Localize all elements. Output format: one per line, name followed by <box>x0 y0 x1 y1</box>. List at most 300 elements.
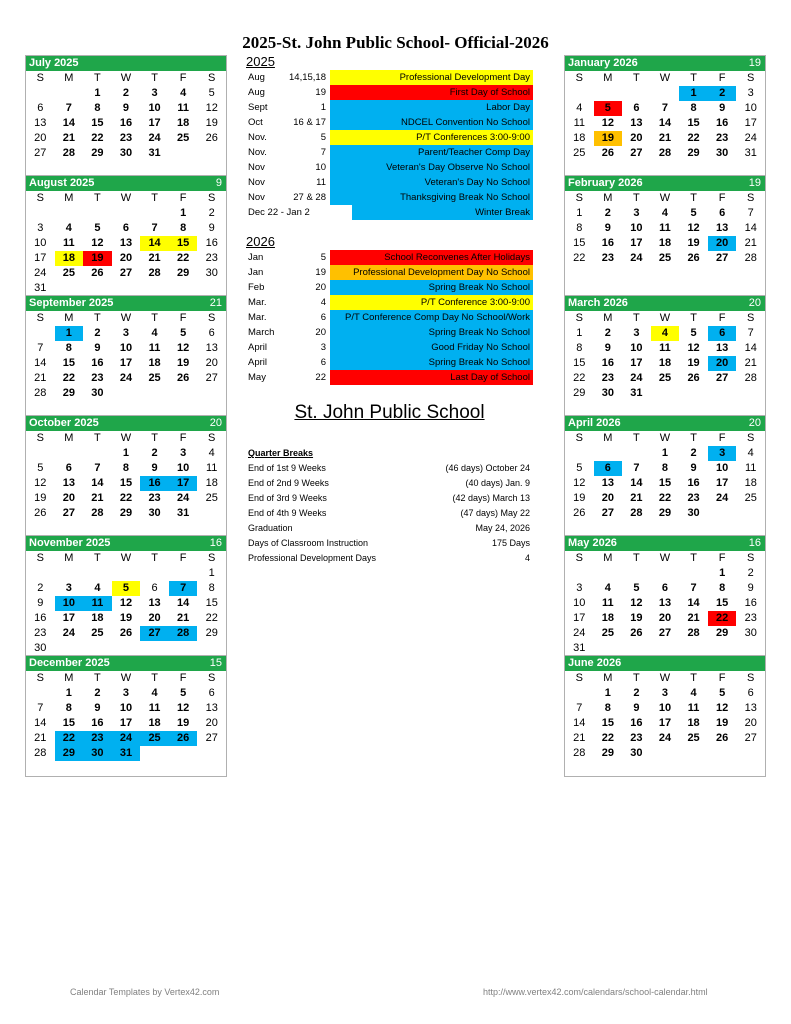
dow: T <box>151 312 158 324</box>
day-cell: 3 <box>122 327 130 339</box>
day-cell <box>26 566 55 581</box>
days-grid <box>26 686 226 776</box>
day-cell <box>708 521 737 536</box>
day-cell: 16 <box>630 717 643 729</box>
day-cell: 24 <box>658 732 672 744</box>
month-name: September 2025 <box>29 297 114 309</box>
day-cell <box>140 761 169 776</box>
dow-row <box>565 551 765 566</box>
day-cell: 14 <box>91 477 104 489</box>
day-cell <box>708 281 737 296</box>
day-cell: 17 <box>744 117 757 129</box>
event-description: Veteran's Day No School <box>330 175 533 190</box>
event-date: 6 <box>320 312 326 323</box>
day-cell: 15 <box>716 597 729 609</box>
days-grid <box>26 446 226 536</box>
day-cell <box>736 386 765 401</box>
day-cell <box>594 266 623 281</box>
day-cell <box>197 641 226 656</box>
day-cell <box>55 161 84 176</box>
event-description: Spring Break No School <box>330 280 533 295</box>
day-cell: 25 <box>658 372 672 384</box>
dow: M <box>64 432 74 444</box>
dow: S <box>208 672 216 684</box>
day-cell <box>708 266 737 281</box>
day-cell <box>169 641 198 656</box>
day-cell: 8 <box>576 222 583 234</box>
dow: T <box>690 672 697 684</box>
day-cell: 26 <box>601 147 614 159</box>
day-cell <box>622 446 651 461</box>
quarter-value: 175 Days <box>491 538 530 548</box>
dow: T <box>633 312 640 324</box>
day-cell: 4 <box>208 447 215 459</box>
day-cell: 18 <box>205 477 218 489</box>
dow: T <box>633 552 640 564</box>
day-cell: 12 <box>630 597 643 609</box>
days-grid <box>26 326 226 416</box>
day-cell <box>651 386 680 401</box>
day-cell: 11 <box>573 117 585 129</box>
day-cell: 25 <box>658 252 672 264</box>
day-cell: 4 <box>180 87 187 99</box>
day-cell <box>565 161 594 176</box>
event-list <box>246 250 533 385</box>
dow: T <box>690 72 697 84</box>
event-row <box>246 370 533 385</box>
event-date: 1 <box>320 102 326 113</box>
day-cell: 4 <box>65 222 72 234</box>
day-cell <box>169 566 198 581</box>
day-cell: 10 <box>119 702 133 714</box>
day-cell: 20 <box>744 717 757 729</box>
day-cell <box>197 146 226 161</box>
day-cell <box>651 761 680 776</box>
day-cell: 3 <box>576 582 583 594</box>
day-cell: 9 <box>604 222 611 234</box>
day-cell: 2 <box>208 207 215 219</box>
day-cell <box>169 146 198 161</box>
day-cell <box>651 266 680 281</box>
dow: S <box>575 192 583 204</box>
day-cell: 30 <box>601 387 614 399</box>
day-cell <box>197 386 226 401</box>
event-date: 22 <box>315 372 326 383</box>
day-cell <box>169 761 198 776</box>
event-description: Thanksgiving Break No School <box>330 190 533 205</box>
day-cell: 11 <box>177 102 189 114</box>
day-cell: 1 <box>122 447 130 459</box>
school-name: St. John Public School <box>294 402 485 423</box>
day-cell: 25 <box>148 372 161 384</box>
day-cell: 20 <box>630 132 643 144</box>
day-cell <box>55 641 84 656</box>
day-cell: 28 <box>169 626 198 641</box>
dow: S <box>575 312 583 324</box>
day-cell: 27 <box>205 732 218 744</box>
dow: S <box>747 432 755 444</box>
days-grid <box>565 326 765 416</box>
dow: T <box>151 672 158 684</box>
dow: M <box>603 192 613 204</box>
event-list <box>246 70 533 220</box>
day-cell: 23 <box>119 132 133 144</box>
day-cell: 2 <box>94 327 101 339</box>
day-cell: 23 <box>34 627 47 639</box>
day-cell: 27 <box>658 627 672 639</box>
day-cell: 5 <box>633 582 640 594</box>
quarter-breaks-heading: Quarter Breaks <box>248 448 314 458</box>
day-cell: 1 <box>55 326 84 341</box>
day-cell <box>197 761 226 776</box>
day-cell: 29 <box>119 507 133 519</box>
day-cell <box>651 746 680 761</box>
day-cell: 18 <box>658 237 672 249</box>
event-row <box>246 70 533 85</box>
day-cell <box>83 521 112 536</box>
school-days-count: 16 <box>748 537 761 549</box>
dow: F <box>718 552 726 564</box>
day-cell <box>83 641 112 656</box>
day-cell: 17 <box>62 612 75 624</box>
month-october-2025 <box>25 415 227 537</box>
year-heading: 2026 <box>246 234 275 249</box>
day-cell: 21 <box>744 237 757 249</box>
event-month: March <box>248 327 275 338</box>
event-month: Nov <box>248 162 265 173</box>
day-cell <box>83 281 112 296</box>
day-cell: 20 <box>148 612 161 624</box>
day-cell: 26 <box>169 731 198 746</box>
day-cell: 24 <box>34 267 47 279</box>
day-cell: 10 <box>55 596 84 611</box>
month-name: January 2026 <box>568 57 638 69</box>
day-cell <box>565 521 594 536</box>
day-cell: 6 <box>208 687 215 699</box>
day-cell <box>651 86 680 101</box>
day-cell: 9 <box>719 102 726 114</box>
day-cell: 20 <box>601 492 614 504</box>
event-description: Parent/Teacher Comp Day <box>330 145 533 160</box>
day-cell: 23 <box>687 492 700 504</box>
day-cell: 15 <box>601 717 614 729</box>
dow: W <box>120 672 132 684</box>
event-date: 14,15,18 <box>289 72 326 83</box>
school-days-count: 21 <box>209 297 222 309</box>
day-cell: 7 <box>747 327 754 339</box>
day-cell: 4 <box>151 687 158 699</box>
day-cell: 23 <box>91 372 104 384</box>
day-cell: 21 <box>62 132 75 144</box>
day-cell: 9 <box>122 102 130 114</box>
event-month: Sept <box>248 102 268 113</box>
day-cell <box>736 761 765 776</box>
day-cell: 18 <box>658 357 672 369</box>
day-cell: 11 <box>205 462 218 474</box>
day-cell: 3 <box>708 446 737 461</box>
day-cell: 24 <box>62 627 75 639</box>
day-cell: 28 <box>34 387 47 399</box>
day-cell: 20 <box>205 717 218 729</box>
day-cell: 6 <box>633 102 640 114</box>
quarter-label: End of 4th 9 Weeks <box>248 508 327 518</box>
day-cell: 13 <box>148 597 161 609</box>
day-cell <box>565 686 594 701</box>
day-cell <box>708 746 737 761</box>
day-cell: 7 <box>151 222 158 234</box>
day-cell: 1 <box>208 567 215 579</box>
dow: W <box>120 312 132 324</box>
day-cell <box>112 281 141 296</box>
day-cell: 13 <box>716 342 729 354</box>
day-cell: 25 <box>687 732 700 744</box>
day-cell <box>197 161 226 176</box>
day-cell: 14 <box>630 477 643 489</box>
dow: S <box>208 552 216 564</box>
day-cell: 11 <box>744 462 757 474</box>
event-date: 11 <box>316 177 326 188</box>
day-cell: 18 <box>687 717 700 729</box>
dow-row <box>26 191 226 206</box>
month-december-2025 <box>25 655 227 777</box>
month-name: December 2025 <box>29 657 110 669</box>
dow: S <box>747 72 755 84</box>
days-grid <box>565 566 765 656</box>
day-cell: 11 <box>659 222 671 234</box>
day-cell: 6 <box>661 582 669 594</box>
dow: S <box>747 672 755 684</box>
day-cell: 18 <box>148 717 161 729</box>
day-cell <box>622 521 651 536</box>
quarter-rows <box>246 461 533 566</box>
day-cell: 1 <box>679 86 708 101</box>
day-cell: 22 <box>573 372 586 384</box>
day-cell <box>55 281 84 296</box>
day-cell <box>55 206 84 221</box>
day-cell <box>55 86 84 101</box>
dow: F <box>179 432 187 444</box>
dow: T <box>690 312 697 324</box>
event-description: Good Friday No School <box>330 340 533 355</box>
day-cell: 3 <box>65 582 72 594</box>
day-cell: 23 <box>83 731 112 746</box>
dow: S <box>36 432 44 444</box>
day-cell: 5 <box>690 207 697 219</box>
day-cell: 30 <box>83 746 112 761</box>
day-cell: 27 <box>716 372 729 384</box>
day-cell: 9 <box>151 462 158 474</box>
day-cell: 9 <box>604 342 611 354</box>
quarter-row <box>246 476 533 491</box>
day-cell: 20 <box>658 612 672 624</box>
dow: S <box>36 312 44 324</box>
day-cell: 13 <box>630 117 643 129</box>
day-cell: 27 <box>140 626 169 641</box>
event-row <box>246 280 533 295</box>
day-cell: 14 <box>658 117 672 129</box>
days-grid <box>565 206 765 296</box>
dow: S <box>575 672 583 684</box>
month-name: October 2025 <box>29 417 99 429</box>
dow: S <box>36 192 44 204</box>
day-cell <box>83 401 112 416</box>
event-description: Last Day of School <box>330 370 533 385</box>
school-days-count: 16 <box>209 537 222 549</box>
day-cell <box>26 761 55 776</box>
event-description: Professional Development Day No School <box>330 265 533 280</box>
day-cell <box>26 326 55 341</box>
dow: W <box>120 552 132 564</box>
day-cell: 27 <box>744 732 757 744</box>
day-cell: 14 <box>62 117 75 129</box>
month-april-2026 <box>564 415 766 537</box>
day-cell: 20 <box>119 252 133 264</box>
day-cell: 5 <box>180 687 187 699</box>
day-cell: 26 <box>91 267 104 279</box>
day-cell <box>679 746 708 761</box>
day-cell: 22 <box>55 731 84 746</box>
dow: M <box>64 312 74 324</box>
dow: M <box>603 552 613 564</box>
day-cell <box>197 746 226 761</box>
day-cell: 11 <box>687 702 700 714</box>
dow: T <box>94 672 101 684</box>
event-month: Feb <box>248 282 265 293</box>
day-cell: 31 <box>573 642 586 654</box>
day-cell: 26 <box>687 372 700 384</box>
day-cell: 28 <box>630 507 643 519</box>
day-cell: 30 <box>205 267 218 279</box>
day-cell: 23 <box>744 612 757 624</box>
day-cell <box>197 521 226 536</box>
day-cell: 30 <box>744 627 757 639</box>
day-cell <box>565 566 594 581</box>
footer-right[interactable]: http://www.vertex42.com/calendars/school-calendar.html <box>483 987 708 997</box>
school-days-count: 20 <box>748 297 761 309</box>
day-cell <box>112 521 141 536</box>
day-cell: 24 <box>744 132 757 144</box>
quarter-value: May 24, 2026 <box>475 523 530 533</box>
day-cell: 6 <box>594 461 623 476</box>
day-cell: 30 <box>119 147 133 159</box>
dow: W <box>659 552 671 564</box>
day-cell: 21 <box>687 612 700 624</box>
day-cell: 24 <box>177 492 190 504</box>
day-cell <box>651 641 680 656</box>
day-cell: 17 <box>630 237 643 249</box>
quarter-label: End of 2nd 9 Weeks <box>248 478 329 488</box>
day-cell: 7 <box>633 462 640 474</box>
day-cell: 26 <box>687 252 700 264</box>
day-cell <box>565 446 594 461</box>
day-cell: 28 <box>744 252 757 264</box>
day-cell: 8 <box>576 342 583 354</box>
day-cell: 1 <box>576 207 583 219</box>
day-cell <box>55 521 84 536</box>
day-cell: 26 <box>630 627 643 639</box>
dow-row <box>565 671 765 686</box>
day-cell <box>736 506 765 521</box>
dow: F <box>179 312 187 324</box>
day-cell: 27 <box>119 267 133 279</box>
day-cell <box>140 521 169 536</box>
day-cell: 27 <box>62 507 75 519</box>
day-cell: 25 <box>744 492 757 504</box>
day-cell <box>594 521 623 536</box>
month-august-2025 <box>25 175 227 297</box>
day-cell: 29 <box>716 627 729 639</box>
day-cell: 28 <box>573 747 586 759</box>
day-cell: 13 <box>34 117 47 129</box>
day-cell: 20 <box>205 357 218 369</box>
day-cell: 31 <box>34 282 47 294</box>
event-row <box>246 145 533 160</box>
quarter-label: Professional Development Days <box>248 553 377 563</box>
day-cell: 15 <box>687 117 700 129</box>
day-cell: 1 <box>180 207 187 219</box>
day-cell: 20 <box>34 132 47 144</box>
school-days-count: 19 <box>748 177 761 189</box>
day-cell: 12 <box>687 222 700 234</box>
event-row <box>246 265 533 280</box>
day-cell: 12 <box>687 342 700 354</box>
dow: F <box>179 552 187 564</box>
dow: F <box>718 312 726 324</box>
day-cell: 22 <box>601 732 614 744</box>
event-date: 7 <box>320 147 326 158</box>
event-month: April <box>248 342 268 353</box>
month-september-2025 <box>25 295 227 417</box>
day-cell <box>26 206 55 221</box>
day-cell <box>140 566 169 581</box>
day-cell: 2 <box>604 207 611 219</box>
day-cell <box>140 281 169 296</box>
day-cell: 20 <box>708 356 737 371</box>
dow: W <box>120 432 132 444</box>
day-cell: 24 <box>630 252 643 264</box>
day-cell: 2 <box>151 447 158 459</box>
day-cell <box>169 161 198 176</box>
day-cell: 5 <box>37 462 44 474</box>
event-row <box>246 340 533 355</box>
day-cell: 17 <box>716 477 729 489</box>
footer-left[interactable]: Calendar Templates by Vertex42.com <box>70 987 220 997</box>
day-cell <box>622 281 651 296</box>
day-cell: 25 <box>140 731 169 746</box>
day-cell: 13 <box>205 702 218 714</box>
day-cell: 27 <box>601 507 614 519</box>
day-cell: 6 <box>719 207 726 219</box>
dow: W <box>659 72 671 84</box>
day-cell <box>565 281 594 296</box>
dow: W <box>659 432 671 444</box>
event-date: 10 <box>315 162 326 173</box>
day-cell: 31 <box>744 147 757 159</box>
day-cell: 12 <box>716 702 729 714</box>
dow: S <box>747 192 755 204</box>
dow: T <box>94 432 101 444</box>
dow: F <box>179 672 187 684</box>
day-cell <box>55 566 84 581</box>
day-cell: 2 <box>633 687 640 699</box>
day-cell: 28 <box>658 147 672 159</box>
day-cell: 8 <box>719 582 726 594</box>
day-cell: 21 <box>91 492 104 504</box>
day-cell: 10 <box>177 462 190 474</box>
dow: F <box>179 192 187 204</box>
day-cell: 4 <box>94 582 101 594</box>
event-description: P/T Conferences 3:00-9:00 <box>330 130 533 145</box>
